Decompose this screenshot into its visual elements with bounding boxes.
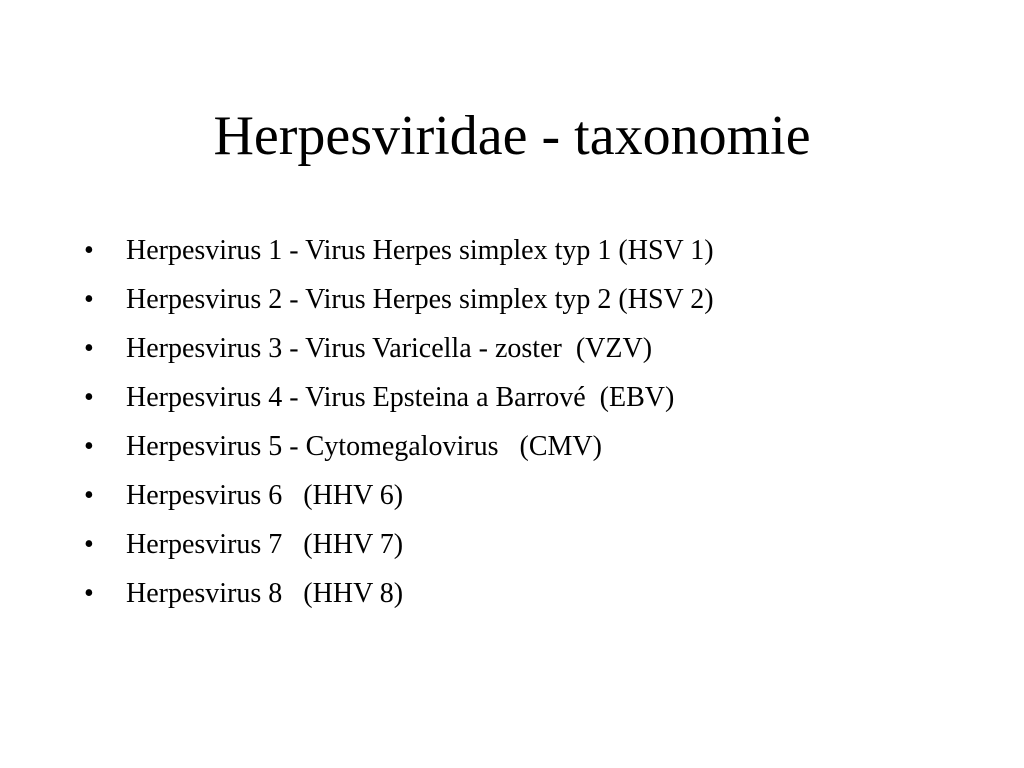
slide-title: Herpesviridae - taxonomie (213, 105, 811, 167)
list-item-text: Herpesvirus 5 - Cytomegalovirus (CMV) (126, 431, 602, 462)
bullet-icon: • (84, 333, 94, 364)
list-item (84, 569, 404, 618)
list-item (84, 373, 675, 422)
bullet-icon: • (84, 480, 94, 511)
list-item-text: Herpesvirus 3 - Virus Varicella - zoster (VZV) (126, 333, 653, 364)
list-item (84, 275, 714, 324)
bullet-icon: • (84, 235, 94, 266)
list-item-text: Herpesvirus 4 - Virus Epsteina a Barrové (EBV) (126, 382, 675, 413)
list-item (84, 226, 714, 275)
list-item (84, 422, 602, 471)
list-item (84, 520, 404, 569)
bullet-icon: • (84, 529, 94, 560)
list-item-text: Herpesvirus 2 - Virus Herpes simplex typ 2 (HSV 2) (126, 284, 714, 315)
list-item-text: Herpesvirus 1 - Virus Herpes simplex typ 1 (HSV 1) (126, 235, 714, 266)
list-item-text: Herpesvirus 6 (HHV 6) (126, 480, 404, 511)
bullet-icon: • (84, 431, 94, 462)
list-item-text: Herpesvirus 8 (HHV 8) (126, 578, 404, 609)
bullet-list (84, 226, 714, 618)
bullet-icon: • (84, 284, 94, 315)
bullet-icon: • (84, 578, 94, 609)
list-item (84, 471, 404, 520)
list-item (84, 324, 653, 373)
bullet-icon: • (84, 382, 94, 413)
list-item-text: Herpesvirus 7 (HHV 7) (126, 529, 404, 560)
